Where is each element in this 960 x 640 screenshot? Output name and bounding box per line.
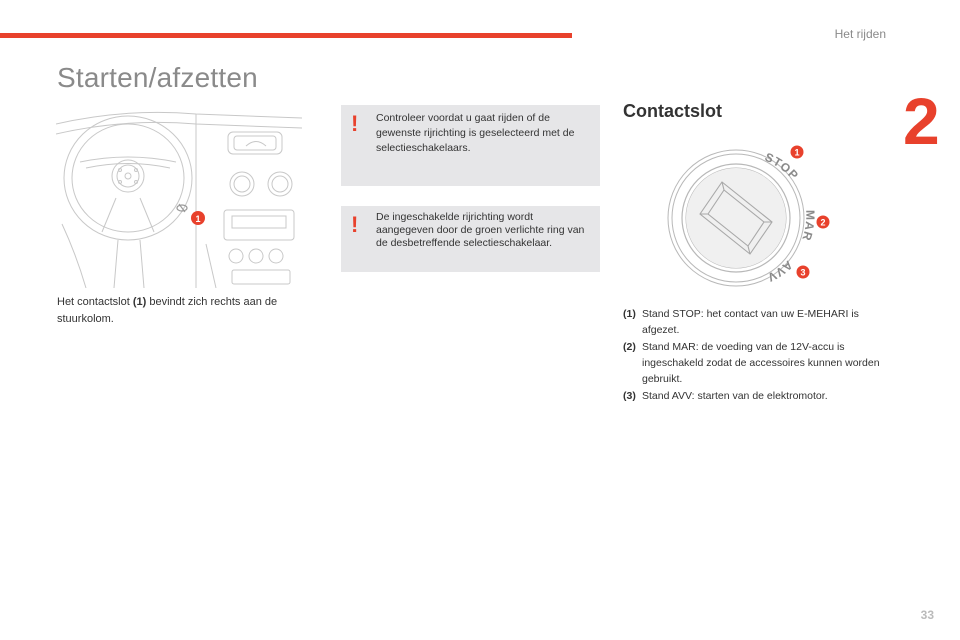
dashboard-marker-1-label: 1 — [195, 214, 201, 224]
chapter-number: 2 — [903, 84, 940, 158]
warning-text-1: Controleer voordat u gaat rijden of de gewenste rijrichting is geselecteerd met de selectieschakelaars. — [376, 112, 575, 154]
intro-text-end: bevindt zich rechts aan de stuurkolom. — [57, 296, 278, 325]
intro-text — [57, 294, 307, 328]
dial-label-avv: AVV — [764, 257, 796, 285]
switch-marker-2-label: 2 — [820, 217, 826, 228]
svg-text:MAR — [799, 210, 817, 243]
header-accent-bar — [0, 33, 572, 38]
position-number: (3) — [623, 390, 636, 402]
intro-text-start: Het contactslot — [57, 296, 133, 308]
position-list — [623, 306, 885, 405]
warning-icon: ! — [351, 111, 359, 136]
svg-text:AVV — [765, 258, 796, 285]
ignition-switch-illustration — [664, 140, 834, 290]
dial-label-mar: MAR — [799, 209, 818, 244]
position-text: Stand MAR: de voeding van de 12V-accu is ingeschakeld zodat de accessoires kunnen worden gebruikt. — [642, 341, 880, 385]
switch-marker-1-label: 1 — [794, 147, 800, 158]
position-item-1 — [623, 306, 885, 338]
warning-text-2: De ingeschakelde rijrichting wordt aangegeven door de groen verlichte ring van de desbetreffende selectieschakelaar. — [376, 211, 585, 249]
position-number: (1) — [623, 308, 636, 320]
page-number: 33 — [920, 608, 934, 622]
warning-box-1 — [341, 105, 600, 186]
dial-label-stop: STOP — [762, 149, 802, 183]
contactslot-heading: Contactslot — [623, 101, 722, 121]
position-text: Stand AVV: starten van de elektromotor. — [642, 390, 828, 402]
warning-box-2 — [341, 206, 600, 272]
warning-icon: ! — [351, 212, 359, 237]
position-item-2 — [623, 339, 885, 387]
page-title: Starten/afzetten — [57, 62, 258, 93]
switch-marker-3-label: 3 — [800, 267, 806, 278]
position-text: Stand STOP: het contact van uw E-MEHARI is afgezet. — [642, 308, 859, 336]
position-item-3 — [623, 388, 885, 404]
position-number: (2) — [623, 341, 636, 353]
dashboard-illustration — [56, 104, 302, 288]
intro-ref: (1) — [132, 296, 147, 308]
section-name: Het rijden — [834, 27, 886, 41]
